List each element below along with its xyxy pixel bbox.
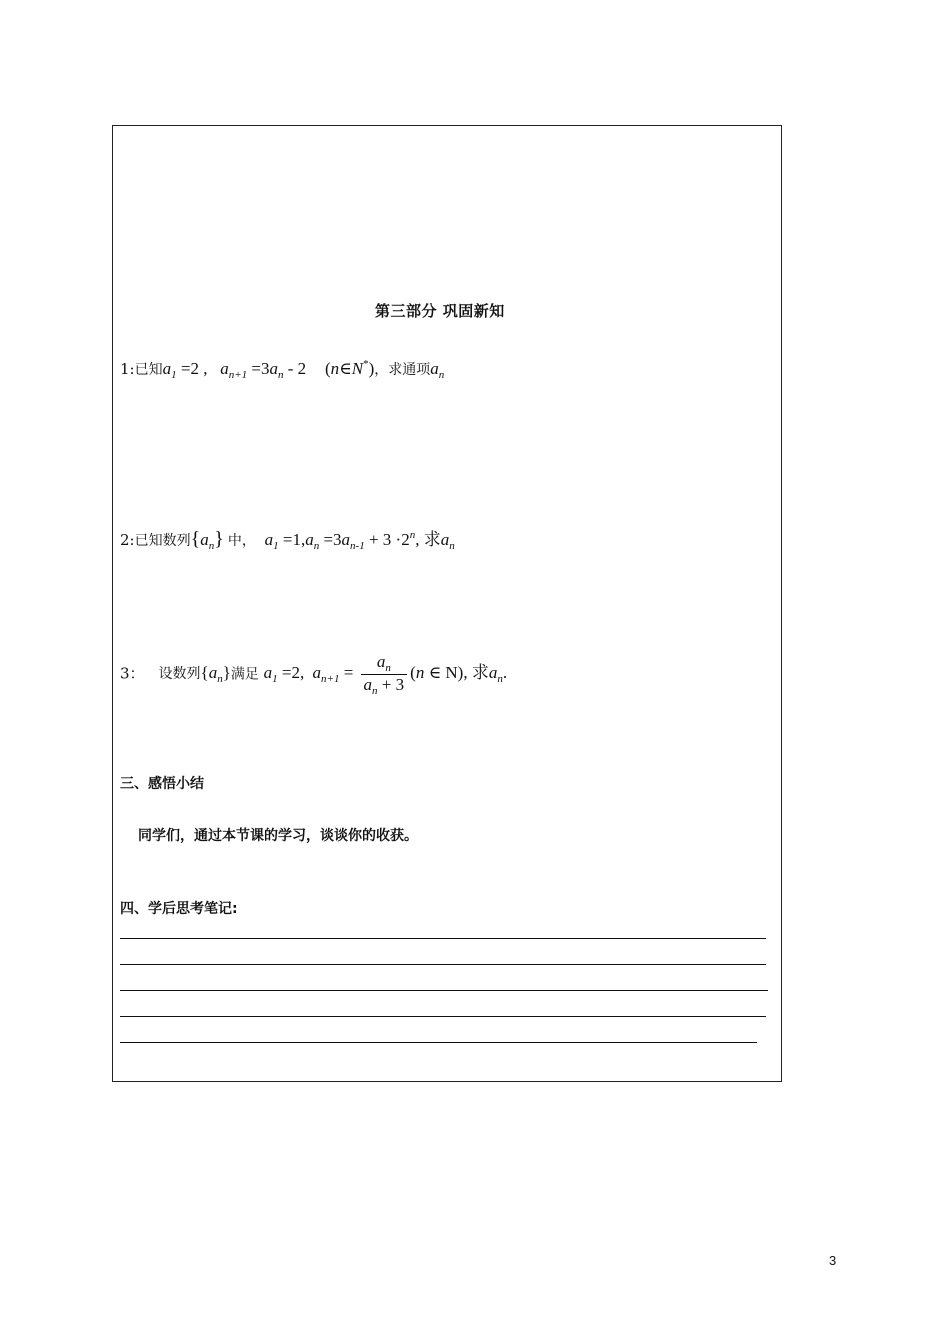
problem-1-number: 1: <box>120 360 135 378</box>
page-number: 3 <box>829 1253 837 1268</box>
problem-1 <box>120 358 444 381</box>
problem-3-number: 3： <box>120 664 145 683</box>
problem-3-text: 设数列 <box>158 666 201 683</box>
notes-heading: 四、学后思考笔记: <box>120 901 238 917</box>
note-line[interactable] <box>120 938 766 939</box>
note-line[interactable] <box>120 990 768 991</box>
problem-1-known: 已知 <box>134 362 163 378</box>
problem-2-number: 2: <box>120 531 135 549</box>
summary-heading: 三、感悟小结 <box>120 776 204 792</box>
problem-2-text2: 中， <box>227 533 256 549</box>
problem-1-ask: ，求通项 <box>374 362 431 378</box>
note-line[interactable] <box>120 964 766 965</box>
problem-2-text: 已知数列 <box>134 533 191 549</box>
problem-1-condition: (n∈N*) <box>324 358 375 378</box>
problem-3-formula: $a_1 =2$, $a_{n+1}$ = $\frac{a_n}{a_n + 3}$ (n ∈ N), 求$a_n$. <box>263 652 508 697</box>
problem-3-fraction: $\frac{a_n}{a_n + 3}$ <box>361 652 408 697</box>
problem-3 <box>120 652 507 697</box>
problem-2-formula: $a_1 =1,a_n =3a_{n-1} + 3 \cdot 2^n$, 求$a_n$ <box>264 529 455 552</box>
problem-3-sequence: $\{a_n\}$ <box>200 663 231 686</box>
part3-title: 第三部分 巩固新知 <box>375 302 505 320</box>
problem-1-target: $a_n$ <box>430 359 445 381</box>
problem-1-a1: $a_1 =2$ , <box>162 359 208 381</box>
note-line[interactable] <box>120 1016 766 1017</box>
problem-2 <box>120 525 455 552</box>
problem-1-recurrence: $a_{n+1} =3a_n - 2$ <box>220 359 307 381</box>
problem-2-sequence: $\{a_n\}$ <box>190 528 224 552</box>
summary-prompt: 同学们，通过本节课的学习，谈谈你的收获。 <box>138 828 418 844</box>
problem-3-text2: 满足 <box>230 666 259 683</box>
note-line[interactable] <box>120 1042 757 1043</box>
